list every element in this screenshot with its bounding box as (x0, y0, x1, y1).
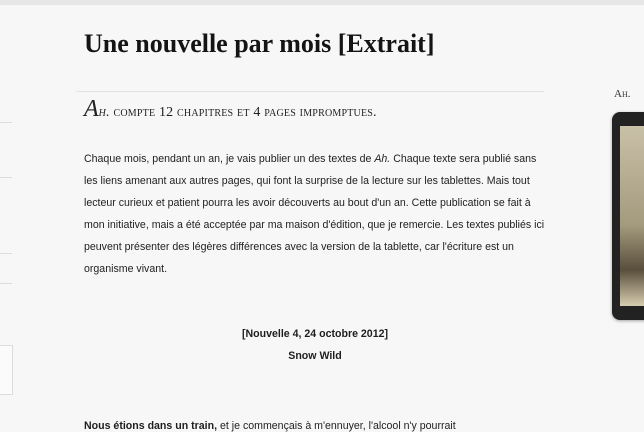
story-title: Snow Wild (288, 350, 342, 362)
intro-book-title: h. (98, 105, 110, 120)
sidebar-book-label: Ah. (614, 88, 631, 100)
paragraph-text: Chaque mois, pendant un an, je vais publier un des textes de (84, 153, 375, 165)
book-title-link: Ah. (374, 153, 391, 165)
intro-drop-cap: A (84, 96, 99, 122)
intro-paragraph (84, 149, 546, 280)
story-text: et je commençais à m'ennuyer, l'alcool n'y pourrait (217, 420, 456, 432)
divider (0, 177, 12, 178)
paragraph-text-rest: Chaque texte sera publié sans les liens amenant aux autres pages, qui font la surprise de la lecture sur les tablettes. Mais tout lecteur curieux et patient pourra les avoir découverts au bout d'un an. Cette publication se fait à mon initiative, mais a été acceptée par ma maison d'édition, que je remercie. Les textes publiés ici peuvent présenter des légères différences avec la version de la tablette, car l'écriture est un organisme vivant. (84, 153, 545, 275)
left-sidebar-edge (0, 5, 14, 414)
top-border (0, 0, 644, 5)
story-lead-in: Nous étions dans un train, (84, 420, 218, 432)
intro-line (84, 96, 377, 123)
story-first-line (84, 420, 554, 432)
tablet-book-cover-link[interactable] (612, 112, 644, 320)
divider (0, 283, 12, 284)
intro-text: compte 12 chapitres et 4 pages impromptues. (109, 105, 377, 120)
nouvelle-date: [Nouvelle 4, 24 octobre 2012] (241, 328, 389, 340)
sidebar-widget (0, 345, 13, 395)
tablet-screen-image (620, 126, 644, 306)
article (84, 28, 546, 432)
divider (0, 253, 12, 254)
divider (0, 122, 12, 123)
page-title: Une nouvelle par mois [Extrait] (84, 29, 435, 58)
title-divider (76, 91, 544, 92)
